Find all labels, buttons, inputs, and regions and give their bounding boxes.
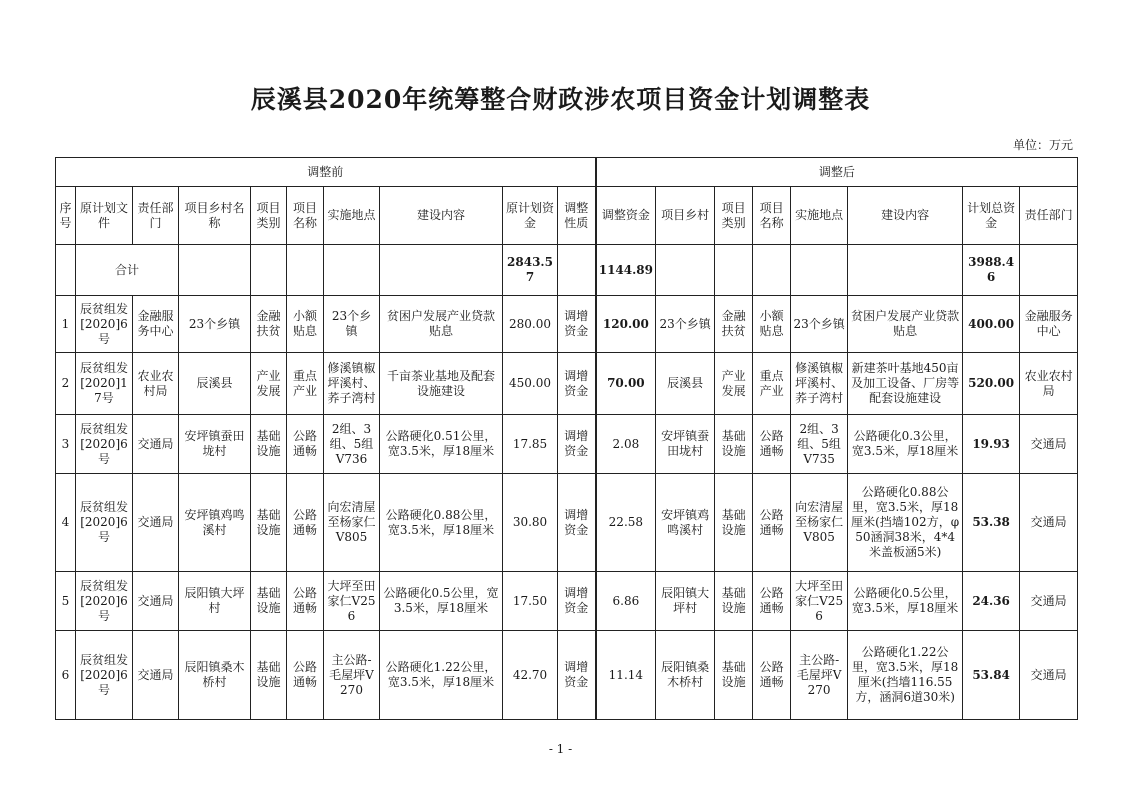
header-doc: 原计划文件 — [76, 187, 133, 245]
cell-village2: 辰阳镇大坪村 — [656, 572, 715, 631]
cell-dept2: 交通局 — [1020, 415, 1078, 474]
cell-orig-fund: 42.70 — [503, 631, 558, 720]
cell-seq: 4 — [56, 474, 76, 572]
cell-name: 公路通畅 — [287, 572, 324, 631]
cell-dept: 交通局 — [133, 474, 179, 572]
cell-dept: 金融服务中心 — [133, 296, 179, 353]
cell-content: 公路硬化0.51公里，宽3.5米，厚18厘米 — [380, 415, 503, 474]
cell-orig-fund: 17.85 — [503, 415, 558, 474]
cell-name2: 公路通畅 — [753, 631, 791, 720]
cell-type: 产业发展 — [251, 353, 287, 415]
cell-site2: 主公路-毛屋坪V270 — [791, 631, 848, 720]
cell-nature: 调增资金 — [558, 353, 596, 415]
cell-site: 23个乡镇 — [324, 296, 380, 353]
cell-village2: 安坪镇鸡鸣溪村 — [656, 474, 715, 572]
section-row — [56, 158, 1078, 187]
cell-nature: 调增资金 — [558, 631, 596, 720]
cell-village: 辰溪县 — [179, 353, 251, 415]
totals-adj-fund: 1144.89 — [596, 245, 656, 296]
header-dept: 责任部门 — [133, 187, 179, 245]
cell-orig-fund: 17.50 — [503, 572, 558, 631]
cell-name: 重点产业 — [287, 353, 324, 415]
cell-dept: 交通局 — [133, 415, 179, 474]
page-title: 辰溪县2020年统筹整合财政涉农项目资金计划调整表 — [250, 85, 871, 114]
cell-type2: 产业发展 — [715, 353, 753, 415]
cell-content2: 公路硬化0.3公里，宽3.5米，厚18厘米 — [848, 415, 963, 474]
cell-name: 公路通畅 — [287, 631, 324, 720]
header-type: 项目类别 — [251, 187, 287, 245]
cell-content2: 公路硬化0.88公里，宽3.5米，厚18厘米(挡墙102方，φ50涵洞38米，4*4米盖板涵5米) — [848, 474, 963, 572]
cell-dept2: 金融服务中心 — [1020, 296, 1078, 353]
cell-site: 修溪镇椒坪溪村、荞子湾村 — [324, 353, 380, 415]
cell-site: 向宏清屋至杨家仁V805 — [324, 474, 380, 572]
header-dept2: 责任部门 — [1020, 187, 1078, 245]
cell-content: 千亩茶业基地及配套设施建设 — [380, 353, 503, 415]
header-site2: 实施地点 — [791, 187, 848, 245]
header-nature: 调整性质 — [558, 187, 596, 245]
cell-total: 53.38 — [963, 474, 1020, 572]
cell-site2: 大坪至田家仁V256 — [791, 572, 848, 631]
adjustment-table — [55, 157, 1078, 720]
header-name: 项目名称 — [287, 187, 324, 245]
cell-type: 基础设施 — [251, 415, 287, 474]
cell-name2: 小额贴息 — [753, 296, 791, 353]
cell-site: 主公路-毛屋坪V270 — [324, 631, 380, 720]
cell-adj-fund: 2.08 — [596, 415, 656, 474]
section-before: 调整前 — [56, 158, 596, 187]
totals-label: 合计 — [76, 245, 179, 296]
cell-content2: 新建茶叶基地450亩及加工设备、厂房等配套设施建设 — [848, 353, 963, 415]
cell-seq: 5 — [56, 572, 76, 631]
header-village2: 项目乡村 — [656, 187, 715, 245]
cell-site: 大坪至田家仁V256 — [324, 572, 380, 631]
cell-total: 400.00 — [963, 296, 1020, 353]
cell-total: 520.00 — [963, 353, 1020, 415]
cell-village: 辰阳镇桑木桥村 — [179, 631, 251, 720]
cell-seq: 3 — [56, 415, 76, 474]
cell-type: 金融扶贫 — [251, 296, 287, 353]
table-row — [56, 572, 1078, 631]
cell-orig-fund: 450.00 — [503, 353, 558, 415]
cell-seq: 2 — [56, 353, 76, 415]
table-row — [56, 296, 1078, 353]
cell-doc: 辰贫组发[2020]6号 — [76, 631, 133, 720]
cell-content2: 贫困户发展产业贷款贴息 — [848, 296, 963, 353]
cell-total: 24.36 — [963, 572, 1020, 631]
cell-village2: 辰阳镇桑木桥村 — [656, 631, 715, 720]
cell-doc: 辰贫组发[2020]17号 — [76, 353, 133, 415]
cell-name2: 公路通畅 — [753, 572, 791, 631]
cell-doc: 辰贫组发[2020]6号 — [76, 415, 133, 474]
cell-doc: 辰贫组发[2020]6号 — [76, 572, 133, 631]
cell-name2: 公路通畅 — [753, 474, 791, 572]
cell-site: 2组、3组、5组V736 — [324, 415, 380, 474]
header-village: 项目乡村名称 — [179, 187, 251, 245]
cell-adj-fund: 22.58 — [596, 474, 656, 572]
header-site: 实施地点 — [324, 187, 380, 245]
cell-site2: 2组、3组、5组V735 — [791, 415, 848, 474]
header-content2: 建设内容 — [848, 187, 963, 245]
cell-doc: 辰贫组发[2020]6号 — [76, 296, 133, 353]
header-total: 计划总资金 — [963, 187, 1020, 245]
totals-orig-fund: 2843.57 — [503, 245, 558, 296]
cell-content: 公路硬化0.5公里，宽3.5米，厚18厘米 — [380, 572, 503, 631]
cell-content: 公路硬化1.22公里，宽3.5米，厚18厘米 — [380, 631, 503, 720]
cell-dept: 交通局 — [133, 572, 179, 631]
cell-village: 安坪镇鸡鸣溪村 — [179, 474, 251, 572]
cell-name: 公路通畅 — [287, 415, 324, 474]
cell-type: 基础设施 — [251, 631, 287, 720]
header-seq: 序号 — [56, 187, 76, 245]
table-row — [56, 415, 1078, 474]
table-row — [56, 631, 1078, 720]
cell-type: 基础设施 — [251, 572, 287, 631]
cell-dept: 农业农村局 — [133, 353, 179, 415]
cell-nature: 调增资金 — [558, 415, 596, 474]
cell-adj-fund: 120.00 — [596, 296, 656, 353]
cell-type2: 基础设施 — [715, 415, 753, 474]
cell-content2: 公路硬化0.5公里，宽3.5米，厚18厘米 — [848, 572, 963, 631]
header-orig-fund: 原计划资金 — [503, 187, 558, 245]
section-after: 调整后 — [596, 158, 1078, 187]
cell-total: 53.84 — [963, 631, 1020, 720]
cell-orig-fund: 280.00 — [503, 296, 558, 353]
cell-nature: 调增资金 — [558, 296, 596, 353]
totals-row — [56, 245, 1078, 296]
cell-village: 安坪镇蚕田垅村 — [179, 415, 251, 474]
cell-adj-fund: 70.00 — [596, 353, 656, 415]
header-type2: 项目类别 — [715, 187, 753, 245]
table-row — [56, 353, 1078, 415]
cell-type2: 基础设施 — [715, 474, 753, 572]
header-name2: 项目名称 — [753, 187, 791, 245]
cell-name: 小额贴息 — [287, 296, 324, 353]
cell-content: 贫困户发展产业贷款贴息 — [380, 296, 503, 353]
table-row — [56, 474, 1078, 572]
cell-dept2: 交通局 — [1020, 474, 1078, 572]
cell-total: 19.93 — [963, 415, 1020, 474]
cell-dept2: 交通局 — [1020, 631, 1078, 720]
cell-site2: 向宏清屋至杨家仁V805 — [791, 474, 848, 572]
header-row — [56, 187, 1078, 245]
cell-dept: 交通局 — [133, 631, 179, 720]
cell-dept2: 交通局 — [1020, 572, 1078, 631]
cell-orig-fund: 30.80 — [503, 474, 558, 572]
cell-name2: 重点产业 — [753, 353, 791, 415]
cell-site2: 修溪镇椒坪溪村、荞子湾村 — [791, 353, 848, 415]
header-adj-fund: 调整资金 — [596, 187, 656, 245]
cell-type: 基础设施 — [251, 474, 287, 572]
cell-village: 辰阳镇大坪村 — [179, 572, 251, 631]
cell-adj-fund: 6.86 — [596, 572, 656, 631]
cell-doc: 辰贫组发[2020]6号 — [76, 474, 133, 572]
cell-type2: 基础设施 — [715, 631, 753, 720]
cell-name2: 公路通畅 — [753, 415, 791, 474]
totals-total: 3988.46 — [963, 245, 1020, 296]
cell-content: 公路硬化0.88公里，宽3.5米，厚18厘米 — [380, 474, 503, 572]
cell-village2: 辰溪县 — [656, 353, 715, 415]
cell-seq: 6 — [56, 631, 76, 720]
unit-label: 单位：万元 — [1012, 138, 1073, 152]
cell-site2: 23个乡镇 — [791, 296, 848, 353]
cell-village2: 安坪镇蚕田垅村 — [656, 415, 715, 474]
cell-dept2: 农业农村局 — [1020, 353, 1078, 415]
cell-seq: 1 — [56, 296, 76, 353]
cell-nature: 调增资金 — [558, 474, 596, 572]
cell-type2: 金融扶贫 — [715, 296, 753, 353]
cell-nature: 调增资金 — [558, 572, 596, 631]
cell-name: 公路通畅 — [287, 474, 324, 572]
cell-type2: 基础设施 — [715, 572, 753, 631]
cell-content2: 公路硬化1.22公里，宽3.5米，厚18厘米(挡墙116.55方，涵洞6道30米) — [848, 631, 963, 720]
page-number: - 1 - — [548, 742, 573, 756]
cell-village2: 23个乡镇 — [656, 296, 715, 353]
cell-village: 23个乡镇 — [179, 296, 251, 353]
header-content: 建设内容 — [380, 187, 503, 245]
cell-adj-fund: 11.14 — [596, 631, 656, 720]
